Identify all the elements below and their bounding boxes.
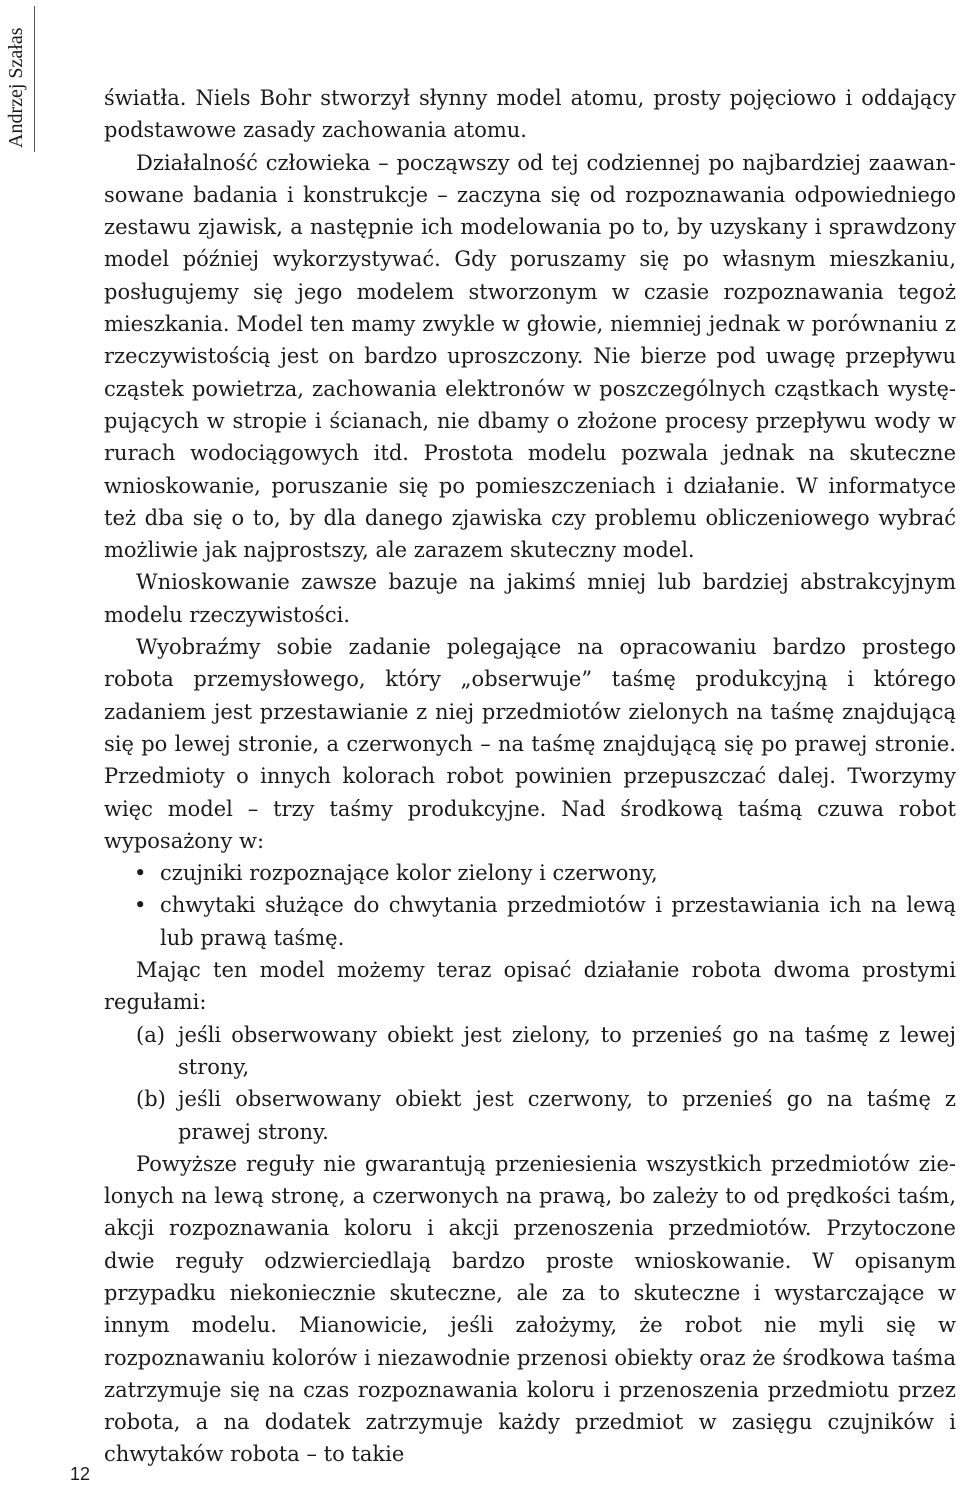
- rules-list: [104, 1019, 956, 1148]
- paragraph-3: Wnioskowanie zawsze bazuje na jakimś mniej lub bardziej abstrakcyjnym modelu rzeczywistości.: [104, 570, 956, 627]
- list-item-text: czujniki rozpoznające kolor zielony i czerwony,: [160, 861, 658, 886]
- rule-label: (b): [136, 1087, 166, 1112]
- paragraph-2: Działalność człowieka – począwszy od tej codziennej po najbardziej zaawansowane badania i konstrukcje – zaczyna się od rozpoznawania odpowiedniego zestawu zjawisk, a następnie ich modelowania po to, by uzyskany i sprawdzony model później wykorzystywać. Gdy poruszamy się po własnym mieszkaniu, posługujemy się jego modelem stworzonym w czasie rozpoznawania tegoż mieszkania. Model ten mamy zwykle w głowie, niemniej jednak w porównaniu z rzeczywistością jest on bardzo uproszczony. Nie bierze pod uwagę przepływu cząstek powietrza, zachowania elektronów w poszczególnych cząstkach występujących w stropie i ścianach, nie dbamy o złożone procesy przepływu wody w rurach wodociągowych itd. Prostota modelu pozwala jednak na skuteczne wnioskowanie, poruszanie się po pomieszczeniach i działanie. W informatyce też dba się o to, by dla danego zjawiska czy problemu obliczeniowego wybrać możliwie jak najprostszy, ale zarazem skuteczny model.: [104, 150, 956, 563]
- bullet-list: [104, 857, 956, 954]
- bullet-icon: •: [134, 893, 147, 918]
- list-item: [104, 857, 956, 889]
- rule-item: [104, 1019, 956, 1084]
- rule-item: [104, 1083, 956, 1148]
- body-text: [104, 82, 956, 1471]
- list-item: [104, 889, 956, 954]
- running-head-rule: [34, 6, 35, 152]
- page-number: 12: [70, 1464, 91, 1484]
- rule-text: jeśli obserwowany obiekt jest zielony, to przenieś go na taśmę z lewej strony,: [178, 1022, 956, 1079]
- paragraph-1: światła. Niels Bohr stworzył słynny model atomu, prosty pojęciowo i oddający podstawowe zasady zachowania atomu.: [104, 86, 956, 143]
- running-head: [0, 0, 34, 160]
- paragraph-6: Powyższe reguły nie gwarantują przeniesienia wszystkich przedmiotów zielonych na lewą stronę, a czerwonych na prawą, bo zależy to od prędkości taśm, akcji rozpoznawania koloru i akcji przenoszenia przedmiotów. Przytoczone dwie reguły odzwierciedlają bardzo proste wnioskowanie. W opisanym przypadku niekoniecznie skuteczne, ale za to skuteczne i wystarczające w innym modelu. Mianowicie, jeśli założymy, że robot nie myli się w rozpoznawaniu kolorów i niezawodnie przenosi obiekty oraz że środkowa taśma zatrzymuje się na czas rozpoznawania koloru i przenoszenia przedmiotu przez robota, a na dodatek zatrzymuje każdy przedmiot w zasięgu czujników i chwytaków robota – to takie: [104, 1151, 956, 1467]
- list-item-text: chwytaki służące do chwytania przedmiotów i przestawiania ich na lewą lub prawą taśmę.: [160, 893, 956, 950]
- bullet-icon: •: [134, 861, 147, 886]
- rule-label: (a): [136, 1022, 165, 1047]
- author-name: Andrzej Szałas: [5, 27, 27, 148]
- rule-text: jeśli obserwowany obiekt jest czerwony, to przenieś go na taśmę z prawej strony.: [178, 1087, 956, 1144]
- paragraph-4: Wyobraźmy sobie zadanie polegające na opracowaniu bardzo prostego robota przemysłowego, który „obserwuje” taśmę produkcyjną i którego zadaniem jest przestawianie z niej przedmiotów zielonych na taśmę znajdującą się po lewej stronie, a czerwonych – na taśmę znajdującą się po prawej stronie. Przedmioty o innych kolorach robot powinien przepuszczać dalej. Tworzymy więc model – trzy taśmy produkcyjne. Nad środkową taśmą czuwa robot wyposażony w:: [104, 635, 956, 853]
- paragraph-5: Mając ten model możemy teraz opisać działanie robota dwoma prostymi regułami:: [104, 958, 956, 1015]
